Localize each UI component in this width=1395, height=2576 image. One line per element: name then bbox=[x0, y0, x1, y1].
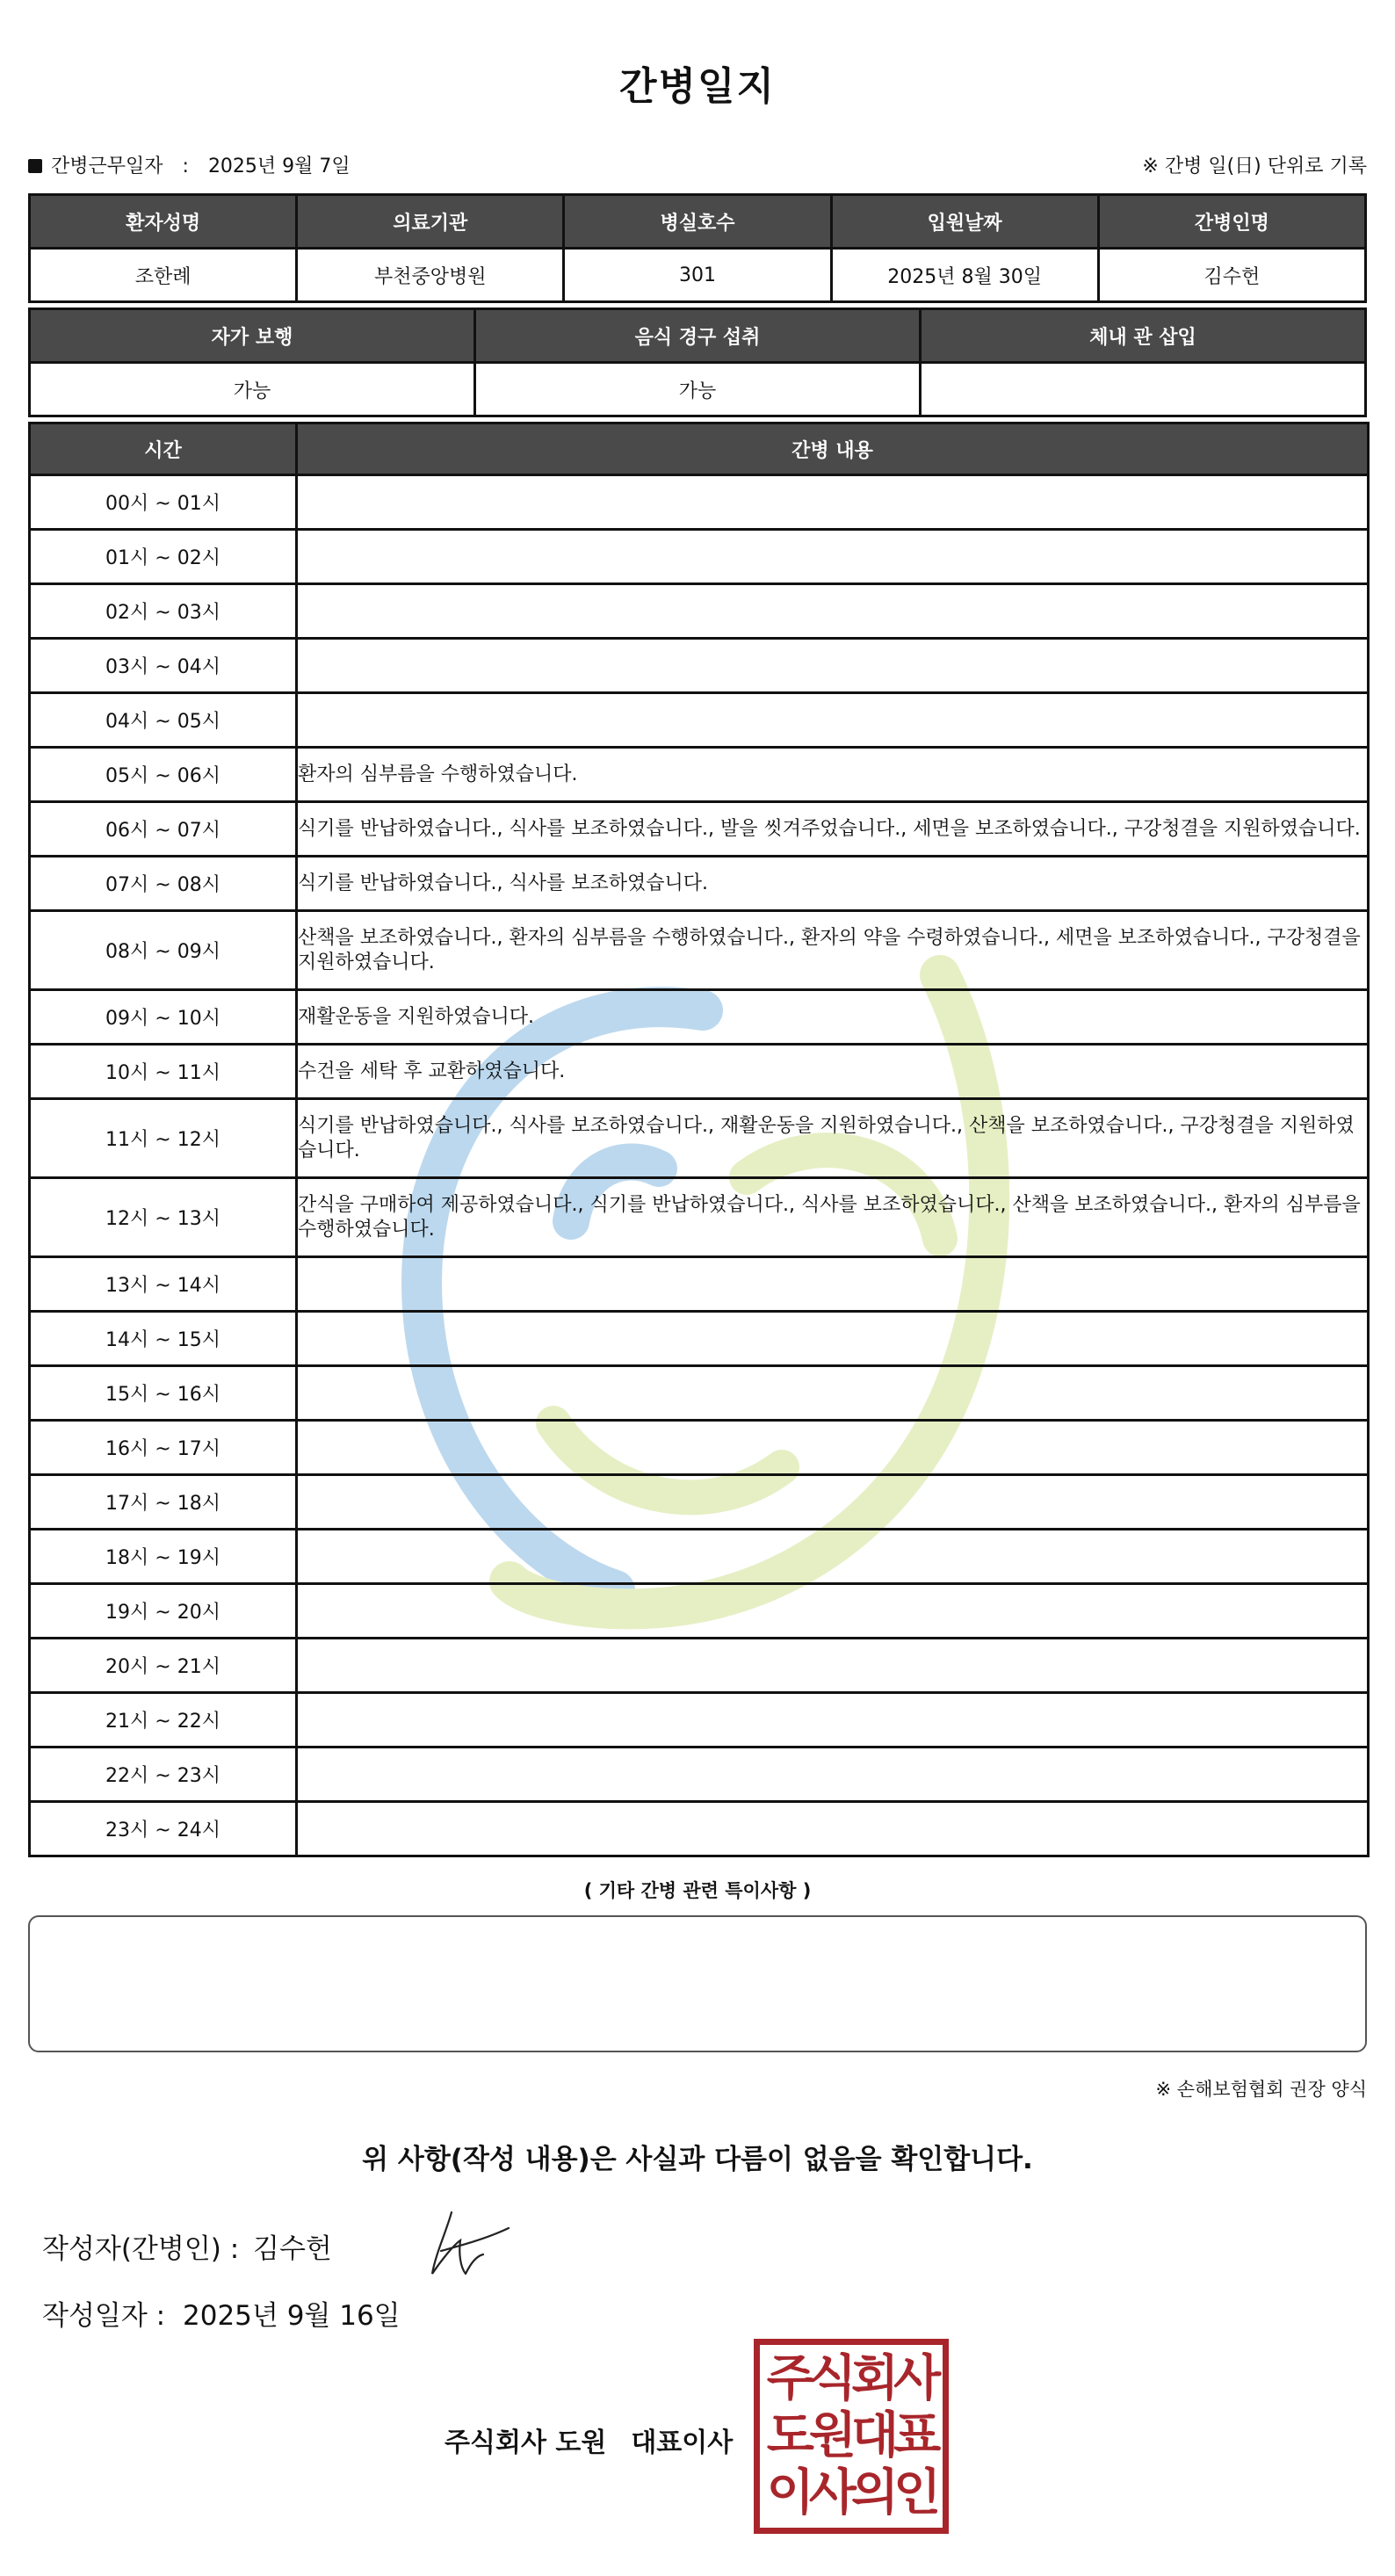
care-row bbox=[30, 1099, 1369, 1178]
care-row-content bbox=[297, 1639, 1369, 1693]
admission-date: 2025년 8월 30일 bbox=[831, 249, 1098, 302]
care-row-content: 식기를 반납하였습니다., 식사를 보조하였습니다., 재활운동을 지원하였습니다., 산책을 보조하였습니다., 구강청결을 지원하였습니다. bbox=[297, 1099, 1369, 1178]
care-row bbox=[30, 1366, 1369, 1421]
care-row bbox=[30, 1312, 1369, 1366]
care-row bbox=[30, 1802, 1369, 1856]
care-row-time: 23시 ~ 24시 bbox=[30, 1802, 297, 1856]
company-name: 주식회사 도원 bbox=[445, 2428, 607, 2458]
status-header-walking: 자가 보행 bbox=[30, 309, 475, 363]
care-row-content bbox=[297, 1802, 1369, 1856]
patient-header-room: 병실호수 bbox=[564, 195, 831, 249]
care-row bbox=[30, 990, 1369, 1045]
care-row-time: 05시 ~ 06시 bbox=[30, 748, 297, 802]
seal-line-1: 주식회사 bbox=[766, 2349, 936, 2407]
author-name: 김수헌 bbox=[253, 2233, 332, 2265]
care-row-time: 10시 ~ 11시 bbox=[30, 1045, 297, 1099]
care-row bbox=[30, 1421, 1369, 1475]
confirm-statement: 위 사항(작성 내용)은 사실과 다름이 없음을 확인합니다. bbox=[362, 2144, 1033, 2175]
care-row-time: 08시 ~ 09시 bbox=[30, 911, 297, 990]
care-row-content bbox=[297, 1257, 1369, 1312]
status-header-oral-intake: 음식 경구 섭취 bbox=[475, 309, 921, 363]
care-row-content bbox=[297, 693, 1369, 748]
status-header-tube: 체내 관 삽입 bbox=[921, 309, 1366, 363]
seal-line-2: 도원대표 bbox=[766, 2406, 936, 2464]
work-date-label: 간병근무일자 bbox=[51, 156, 163, 177]
care-row bbox=[30, 475, 1369, 530]
patient-header-caregiver: 간병인명 bbox=[1098, 195, 1365, 249]
care-row bbox=[30, 1530, 1369, 1584]
care-row-time: 03시 ~ 04시 bbox=[30, 639, 297, 693]
room-number: 301 bbox=[564, 249, 831, 302]
care-row-content bbox=[297, 1530, 1369, 1584]
care-row-content bbox=[297, 1312, 1369, 1366]
work-date-row bbox=[28, 151, 351, 178]
care-row-content bbox=[297, 1421, 1369, 1475]
care-header-content: 간병 내용 bbox=[297, 423, 1369, 475]
work-date-value: 2025년 9월 7일 bbox=[207, 156, 351, 177]
care-row-content bbox=[297, 1366, 1369, 1421]
caregiver-name: 김수헌 bbox=[1098, 249, 1365, 302]
care-row-content: 식기를 반납하였습니다., 식사를 보조하였습니다. bbox=[297, 857, 1369, 911]
care-header-row bbox=[30, 423, 1369, 475]
patient-header-hospital: 의료기관 bbox=[297, 195, 564, 249]
author-label: 작성자(간병인) : bbox=[42, 2233, 240, 2265]
care-row-time: 19시 ~ 20시 bbox=[30, 1584, 297, 1639]
care-log-table bbox=[28, 422, 1370, 1857]
care-row-content bbox=[297, 1693, 1369, 1747]
care-row bbox=[30, 1639, 1369, 1693]
status-value-row bbox=[30, 363, 1366, 416]
care-row-time: 17시 ~ 18시 bbox=[30, 1475, 297, 1530]
care-row-time: 22시 ~ 23시 bbox=[30, 1747, 297, 1802]
care-row-time: 07시 ~ 08시 bbox=[30, 857, 297, 911]
remarks-box bbox=[28, 1915, 1367, 2052]
care-row-time: 16시 ~ 17시 bbox=[30, 1421, 297, 1475]
company-seal bbox=[754, 2339, 949, 2534]
unit-note: ※ 간병 일(日) 단위로 기록 bbox=[1142, 156, 1367, 177]
patient-header-admission-date: 입원날짜 bbox=[831, 195, 1098, 249]
care-row bbox=[30, 530, 1369, 584]
care-row bbox=[30, 1693, 1369, 1747]
care-row bbox=[30, 1747, 1369, 1802]
care-row bbox=[30, 802, 1369, 857]
care-row-time: 01시 ~ 02시 bbox=[30, 530, 297, 584]
care-row-time: 04시 ~ 05시 bbox=[30, 693, 297, 748]
care-row-content: 산책을 보조하였습니다., 환자의 심부름을 수행하였습니다., 환자의 약을 수령하였습니다., 세면을 보조하였습니다., 구강청결을 지원하였습니다. bbox=[297, 911, 1369, 990]
care-row-content bbox=[297, 1475, 1369, 1530]
patient-info-table bbox=[28, 193, 1367, 303]
care-row bbox=[30, 748, 1369, 802]
seal-line-3: 이사의인 bbox=[766, 2464, 936, 2522]
care-row-time: 11시 ~ 12시 bbox=[30, 1099, 297, 1178]
care-row-content: 환자의 심부름을 수행하였습니다. bbox=[297, 748, 1369, 802]
care-row-time: 20시 ~ 21시 bbox=[30, 1639, 297, 1693]
care-row-time: 00시 ~ 01시 bbox=[30, 475, 297, 530]
care-row-time: 21시 ~ 22시 bbox=[30, 1693, 297, 1747]
tube-status bbox=[921, 363, 1366, 416]
care-row-content bbox=[297, 1747, 1369, 1802]
oral-intake-status: 가능 bbox=[475, 363, 921, 416]
care-row-time: 12시 ~ 13시 bbox=[30, 1178, 297, 1257]
care-row bbox=[30, 584, 1369, 639]
care-row-content: 수건을 세탁 후 교환하였습니다. bbox=[297, 1045, 1369, 1099]
form-note: ※ 손해보험협회 권장 양식 bbox=[1155, 2079, 1367, 2100]
remarks-title: ( 기타 간병 관련 특이사항 ) bbox=[583, 1880, 812, 1901]
care-row bbox=[30, 639, 1369, 693]
care-log-body bbox=[30, 475, 1369, 1856]
hospital-name: 부천중앙병원 bbox=[297, 249, 564, 302]
patient-header-name: 환자성명 bbox=[30, 195, 297, 249]
company-line bbox=[445, 2420, 733, 2459]
care-row bbox=[30, 1178, 1369, 1257]
care-row-content: 식기를 반납하였습니다., 식사를 보조하였습니다., 발을 씻겨주었습니다., 세면을 보조하였습니다., 구강청결을 지원하였습니다. bbox=[297, 802, 1369, 857]
care-row-time: 02시 ~ 03시 bbox=[30, 584, 297, 639]
care-row bbox=[30, 1475, 1369, 1530]
walking-status: 가능 bbox=[30, 363, 475, 416]
care-row-content: 재활운동을 지원하였습니다. bbox=[297, 990, 1369, 1045]
care-row-content bbox=[297, 584, 1369, 639]
care-row-content bbox=[297, 475, 1369, 530]
care-row-content bbox=[297, 530, 1369, 584]
care-row bbox=[30, 857, 1369, 911]
care-row-content: 간식을 구매하여 제공하였습니다., 식기를 반납하였습니다., 식사를 보조하였습니다., 산책을 보조하였습니다., 환자의 심부름을 수행하였습니다. bbox=[297, 1178, 1369, 1257]
care-row bbox=[30, 1584, 1369, 1639]
written-date-value: 2025년 9월 16일 bbox=[183, 2300, 401, 2332]
company-title: 대표이사 bbox=[631, 2428, 734, 2458]
patient-name: 조한례 bbox=[30, 249, 297, 302]
care-header-time: 시간 bbox=[30, 423, 297, 475]
patient-value-row bbox=[30, 249, 1366, 302]
square-bullet-icon bbox=[28, 159, 42, 173]
care-row-time: 06시 ~ 07시 bbox=[30, 802, 297, 857]
care-row-time: 18시 ~ 19시 bbox=[30, 1530, 297, 1584]
page-title: 간병일지 bbox=[618, 64, 776, 109]
care-row bbox=[30, 1045, 1369, 1099]
patient-status-table bbox=[28, 308, 1367, 417]
signature-image bbox=[425, 2205, 513, 2284]
written-date-label: 작성일자 : bbox=[42, 2300, 166, 2332]
care-row bbox=[30, 911, 1369, 990]
care-row bbox=[30, 1257, 1369, 1312]
care-row-time: 14시 ~ 15시 bbox=[30, 1312, 297, 1366]
care-row-time: 09시 ~ 10시 bbox=[30, 990, 297, 1045]
care-row-time: 13시 ~ 14시 bbox=[30, 1257, 297, 1312]
care-row-time: 15시 ~ 16시 bbox=[30, 1366, 297, 1421]
status-header-row bbox=[30, 309, 1366, 363]
care-row-content bbox=[297, 1584, 1369, 1639]
work-date-colon: : bbox=[182, 156, 189, 177]
patient-header-row bbox=[30, 195, 1366, 249]
care-row-content bbox=[297, 639, 1369, 693]
care-row bbox=[30, 693, 1369, 748]
